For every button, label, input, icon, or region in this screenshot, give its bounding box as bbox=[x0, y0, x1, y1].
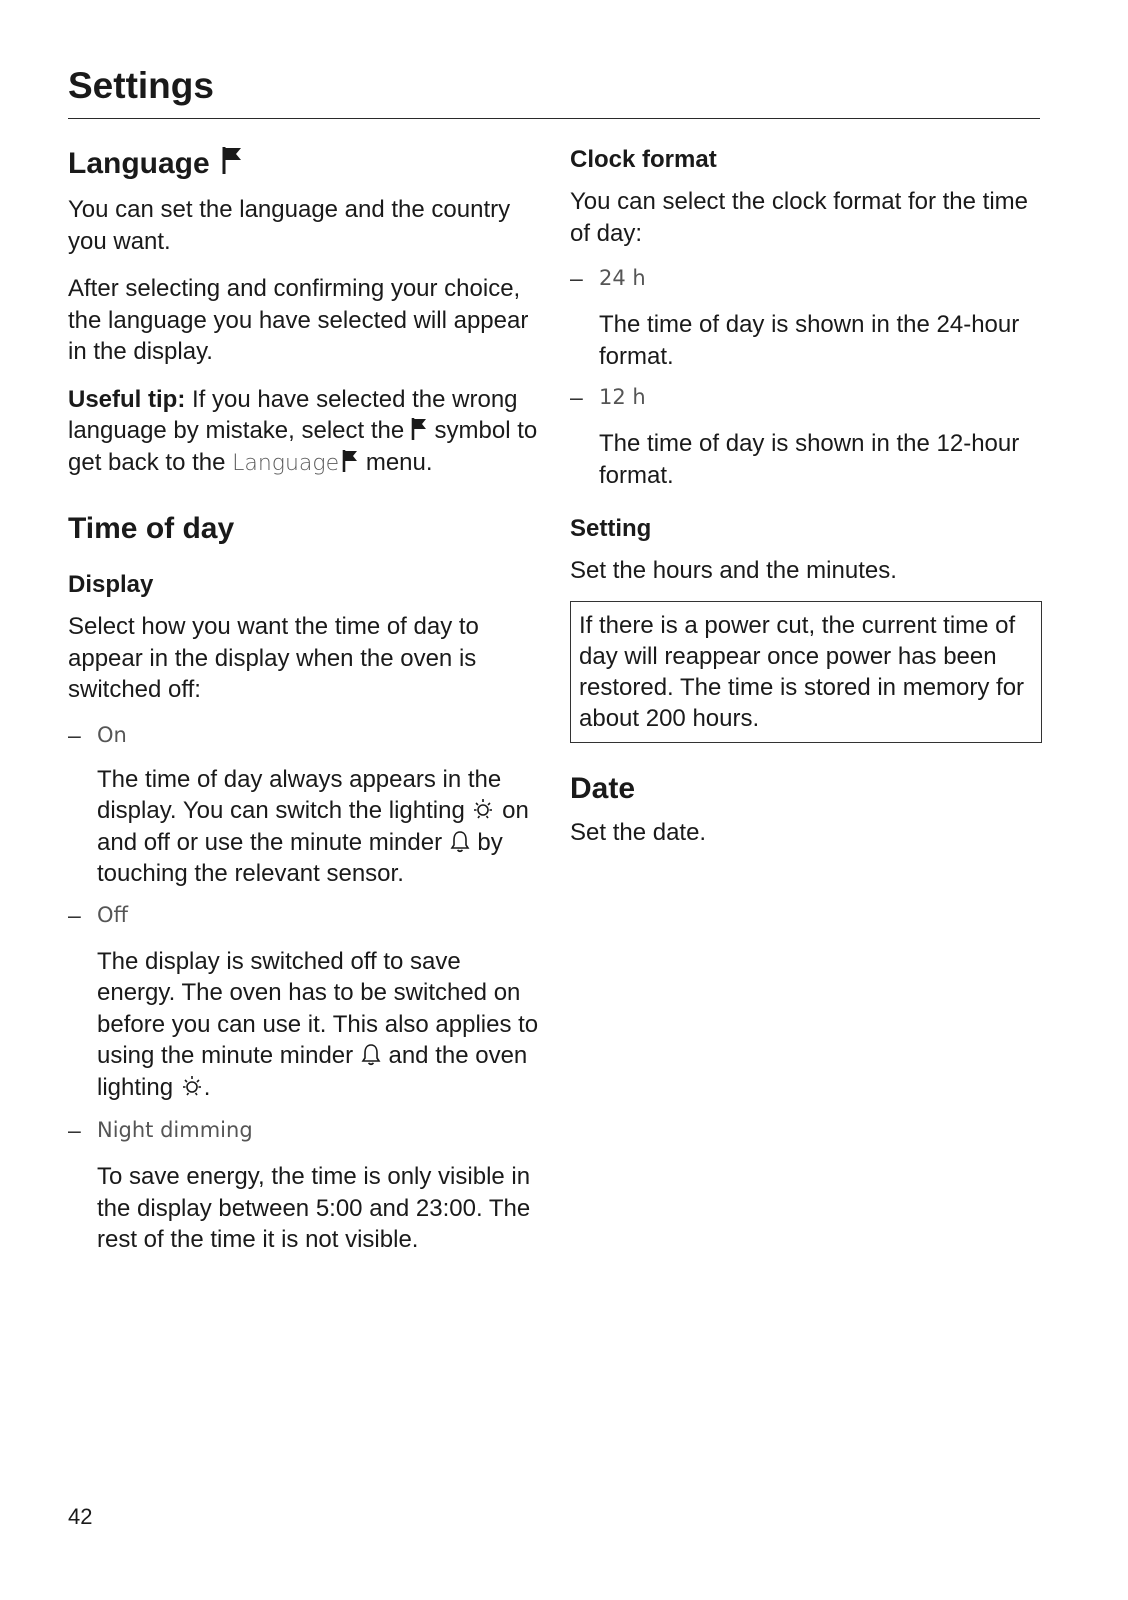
language-paragraph-2: After selecting and confirming your choice, the language you have selected will appear in the display. bbox=[68, 275, 529, 365]
list-dash: – bbox=[68, 901, 81, 928]
light-icon bbox=[471, 797, 495, 821]
page-header bbox=[68, 64, 1040, 119]
list-dash: – bbox=[570, 384, 583, 410]
setting-heading: Setting bbox=[570, 515, 652, 542]
display-heading: Display bbox=[68, 571, 154, 598]
time-of-day-heading: Time of day bbox=[68, 512, 235, 545]
clock-format-heading: Clock format bbox=[570, 146, 717, 173]
date-heading: Date bbox=[570, 771, 636, 805]
option-night-dimming bbox=[68, 1115, 544, 1145]
on-desc-1: The time of day always appears in the display. You can switch the lighting bbox=[97, 765, 502, 824]
flag-icon bbox=[342, 449, 359, 473]
bell-icon bbox=[449, 829, 471, 853]
option-label: Off bbox=[97, 902, 128, 927]
option-night-dimming-description: To save energy, the time is only visible in the display between 5:00 and 23:00. The rest of the time it is not visible. bbox=[97, 1163, 531, 1253]
power-cut-note: If there is a power cut, the current time of day will reappear once power has been restored. The time is stored in memory for about 200 hours. bbox=[570, 601, 1042, 743]
option-off-description bbox=[68, 946, 544, 1104]
left-column bbox=[68, 140, 544, 1256]
option-off bbox=[68, 900, 544, 930]
page-title: Settings bbox=[68, 65, 214, 106]
language-menu-label: Language bbox=[232, 450, 340, 476]
option-24h bbox=[570, 263, 1046, 293]
off-desc-1: The display is switched off to save energy. The oven has to be switched on before you can use it. This also applies to using the minute minder bbox=[97, 947, 539, 1069]
useful-tip-text-1: If you have selected the wrong language by mistake, select the bbox=[68, 385, 518, 444]
list-dash: – bbox=[68, 1117, 81, 1143]
option-on-description bbox=[68, 764, 544, 890]
clock-format-intro: You can select the clock format for the time of day: bbox=[570, 188, 1029, 247]
option-label: 12 h bbox=[599, 385, 646, 409]
option-label: On bbox=[97, 722, 127, 747]
on-desc-2: on and off or use the minute minder bbox=[97, 797, 529, 856]
off-desc-3: . bbox=[203, 1073, 211, 1101]
language-heading-text: Language bbox=[68, 147, 210, 180]
useful-tip-text-3: menu. bbox=[359, 448, 433, 476]
display-intro: Select how you want the time of day to appear in the display when the oven is switched off: bbox=[68, 613, 479, 703]
date-text: Set the date. bbox=[570, 818, 707, 846]
list-dash: – bbox=[68, 721, 81, 748]
bell-icon bbox=[360, 1042, 382, 1066]
option-12h bbox=[570, 382, 1046, 412]
language-heading bbox=[68, 144, 544, 184]
option-label: Night dimming bbox=[97, 1118, 253, 1142]
flag-icon bbox=[222, 145, 244, 175]
language-paragraph-1: You can set the language and the country you want. bbox=[68, 196, 511, 255]
option-24h-description: The time of day is shown in the 24-hour format. bbox=[599, 311, 1020, 370]
light-icon bbox=[180, 1074, 204, 1098]
useful-tip-label: Useful tip: bbox=[68, 385, 186, 413]
useful-tip bbox=[68, 384, 544, 480]
option-on bbox=[68, 720, 544, 750]
on-desc-3: by touching the relevant sensor. bbox=[97, 828, 503, 887]
option-12h-description: The time of day is shown in the 12-hour format. bbox=[599, 430, 1020, 489]
off-desc-2: and the oven lighting bbox=[97, 1042, 528, 1101]
list-dash: – bbox=[570, 265, 583, 291]
page-number: 42 bbox=[68, 1504, 93, 1529]
option-label: 24 h bbox=[599, 266, 646, 290]
setting-text: Set the hours and the minutes. bbox=[570, 557, 897, 584]
useful-tip-text-2: symbol to get back to the bbox=[68, 417, 538, 476]
right-column bbox=[570, 140, 1046, 848]
flag-icon bbox=[411, 417, 428, 441]
